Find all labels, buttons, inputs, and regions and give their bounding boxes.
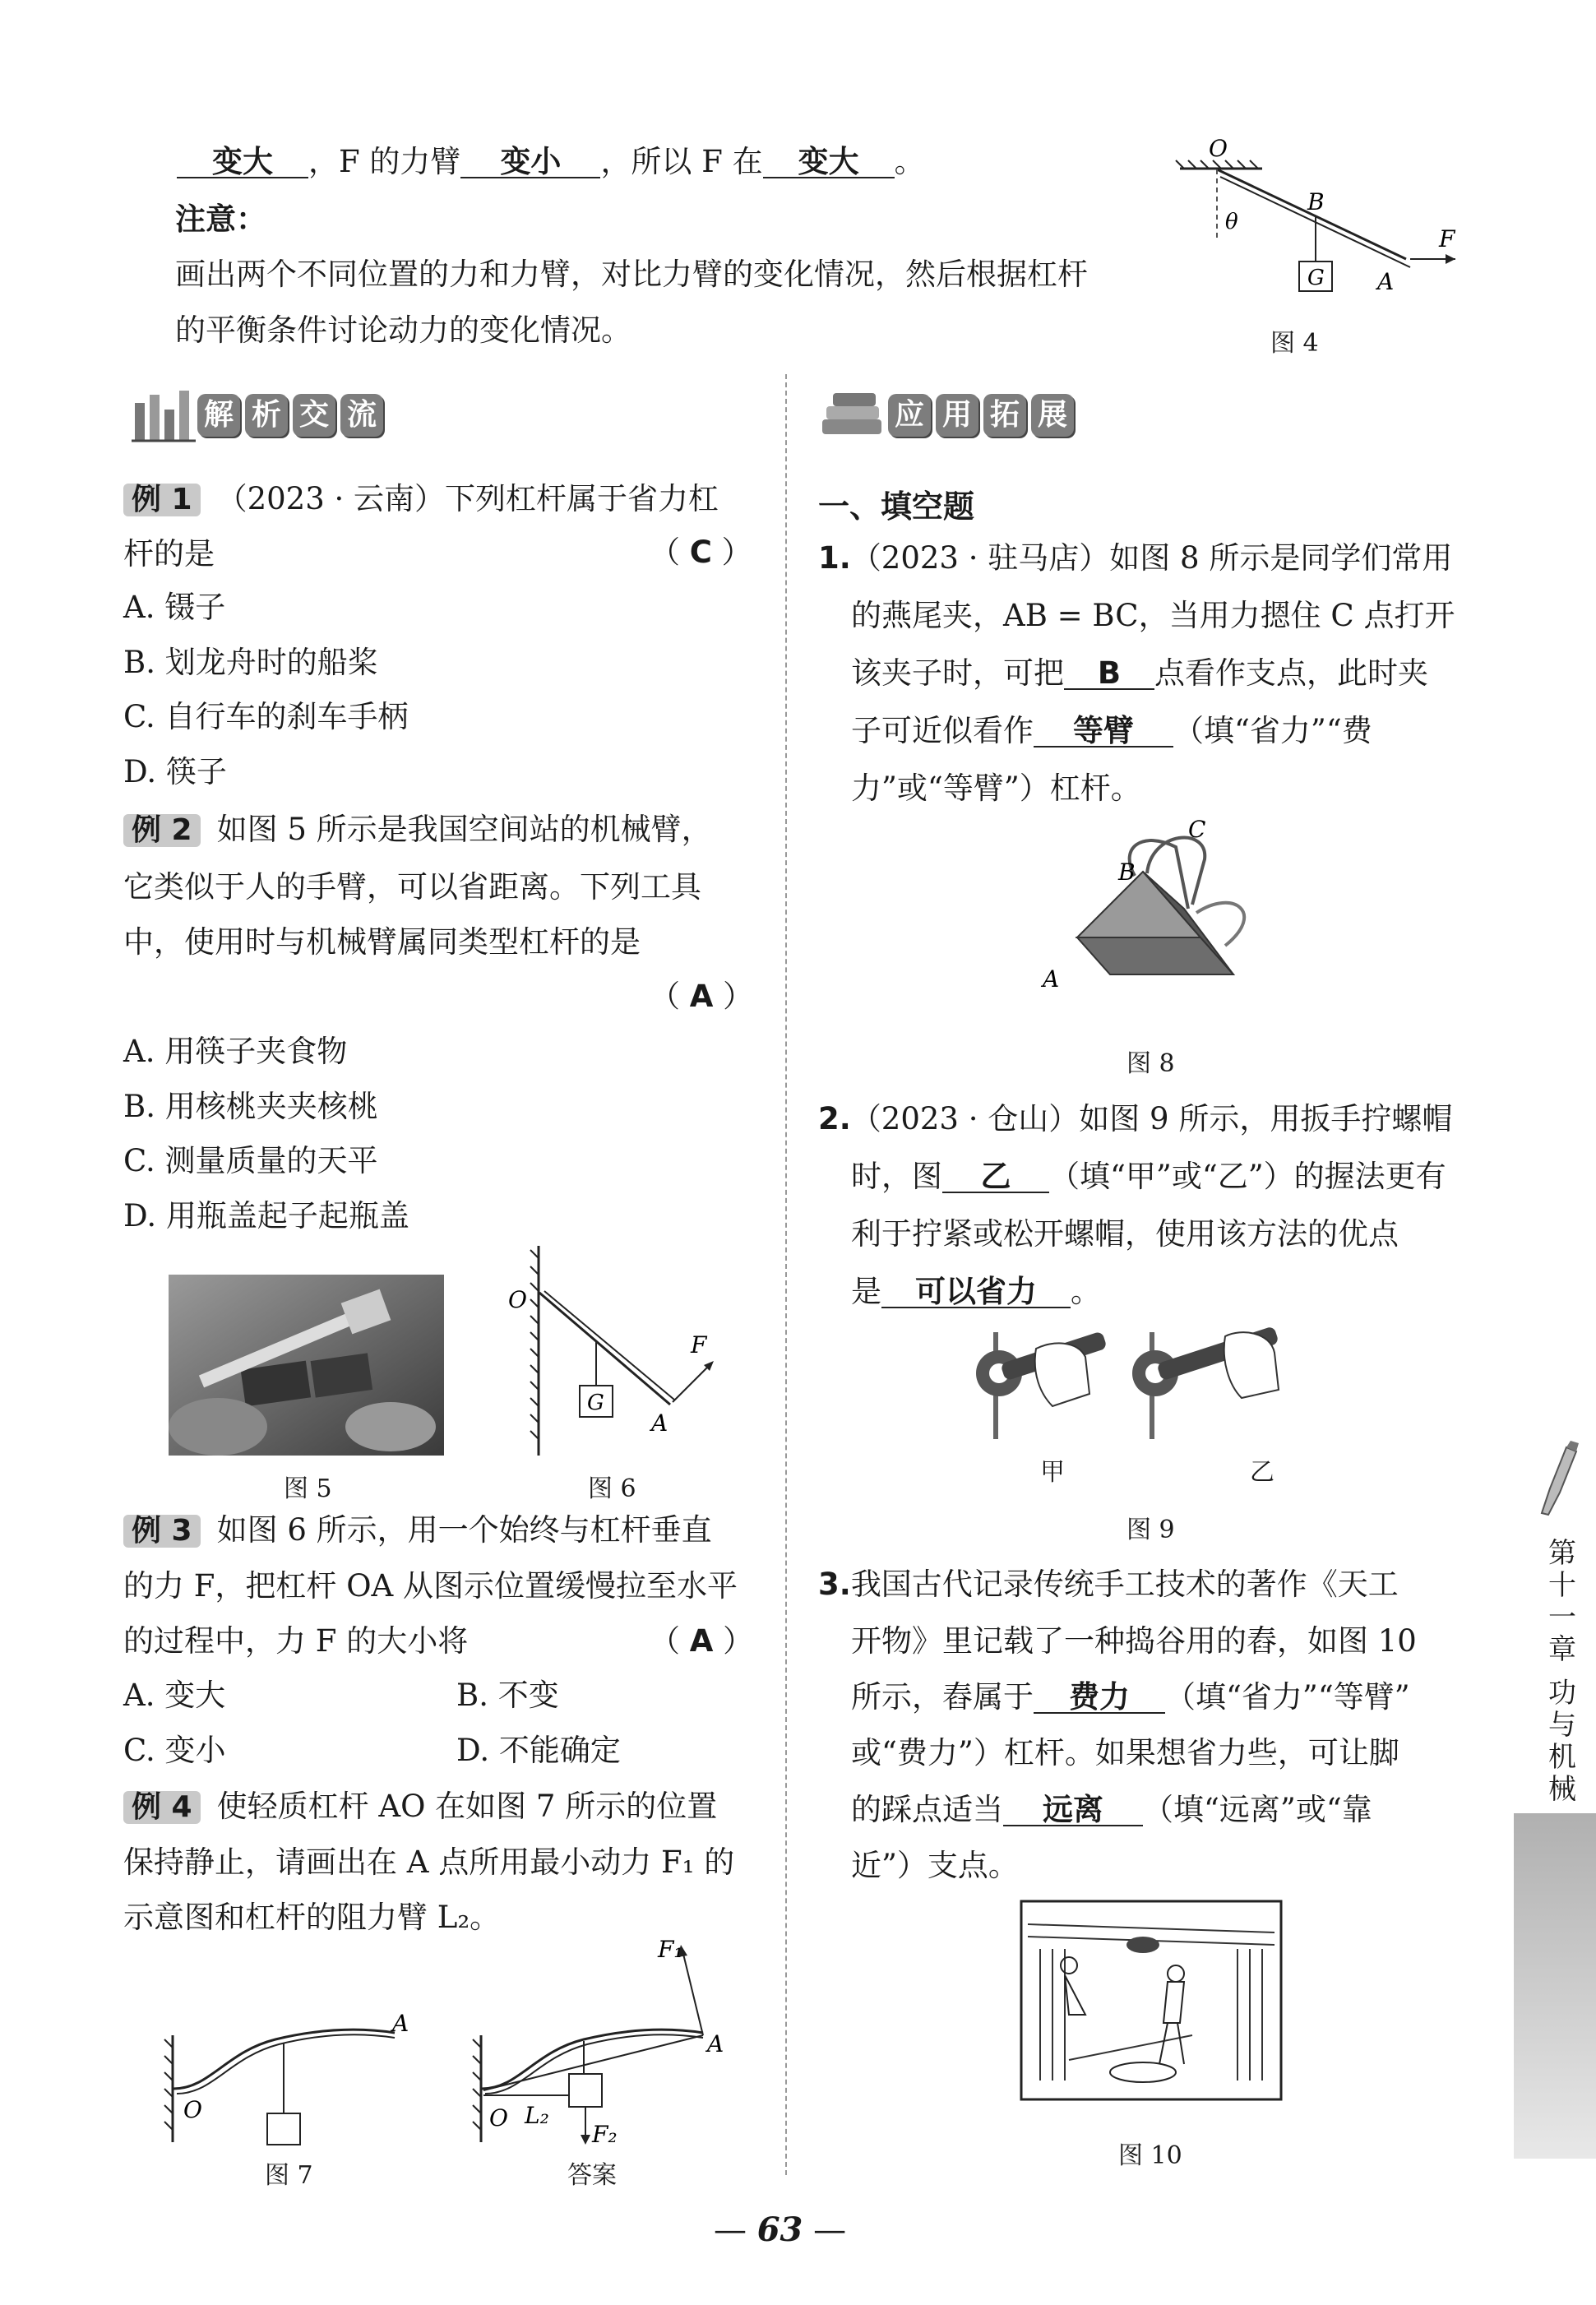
option: A. 用筷子夹食物 [123,1034,348,1069]
question-3-line: 或“费力”）杠杆。如果想省力些，可让脚 [851,1735,1399,1770]
label-g: G [587,1391,604,1415]
question-2-line: 2.（2023 · 仓山）如图 9 所示，用扳手拧螺帽 [818,1101,1453,1136]
wrench-jia [976,1331,1108,1439]
label-f: F [1439,225,1455,252]
example-3-line: 的过程中，力 F 的大小将 [123,1623,469,1659]
example-4-line: 例 4 使轻质杠杆 AO 在如图 7 所示的位置 [123,1791,717,1824]
header-char: 流 [340,394,383,437]
label-b: B [1118,859,1136,886]
figure-caption: 图 6 [588,1474,636,1503]
example-2-line: 中，使用时与机械臂属同类型杠杆的是 [123,924,641,960]
answer-blank: 变大 [177,146,308,178]
wrench-yi [1132,1326,1279,1439]
label-o: O [508,1286,527,1313]
pencil-icon [1534,1439,1583,1521]
label-f1: F₁ [658,1936,683,1963]
section-header-analysis [132,386,388,444]
label-c: C [1188,816,1206,843]
question-1-line: 力”或“等臂”）杠杆。 [851,771,1141,806]
example-label: 例 2 [123,814,201,847]
figure-10 [1020,1900,1283,2101]
answer-blank: 费力 [1034,1682,1165,1714]
example-label: 例 3 [123,1515,201,1548]
question-1-line: 1.（2023 · 驻马店）如图 8 所示是同学们常用 [818,540,1453,576]
question-1-line: 的燕尾夹，AB = BC，当用力摁住 C 点打开 [851,598,1455,633]
example-label: 例 4 [123,1791,201,1824]
option: C. 变小 [123,1733,226,1768]
section-title: 一、填空题 [818,488,975,525]
answer-blank: B [1064,658,1154,690]
example-3-line: 的力 F，把杠杆 OA 从图示位置缓慢拉至水平 [123,1568,738,1604]
question-2-line: 时，图 乙 （填“甲”或“乙”）的握法更有 [851,1159,1446,1194]
figure-7 [160,2006,432,2150]
question-1-line: 该夹子时，可把 B 点看作支点，此时夹 [851,655,1428,691]
label-l2: L₂ [525,2102,549,2129]
answer-paren: （ A ） [650,1623,754,1659]
label-b: B [1307,188,1325,215]
chapter-title: 功与机械 [1548,1677,1576,1807]
figure-caption: 图 7 [265,2161,313,2190]
answer-blank: 变小 [460,146,600,178]
example-2-line: 例 2 如图 5 所示是我国空间站的机械臂， [123,814,712,847]
label-yi: 乙 [1250,1458,1274,1487]
figure-caption: 图 4 [1270,329,1319,358]
question-3-line: 近”）支点。 [851,1848,1019,1883]
question-2-line: 利于拧紧或松开螺帽，使用该方法的优点 [851,1216,1399,1252]
example-4-line: 示意图和杠杆的阻力臂 L₂。 [123,1900,501,1935]
option: B. 用核桃夹夹核桃 [123,1089,378,1124]
figure-caption: 图 9 [1126,1516,1175,1544]
label-f: F [691,1331,707,1358]
example-1-line: 杆的是 [123,536,215,572]
header-char: 析 [245,394,288,437]
note-line: 画出两个不同位置的力和力臂，对比力臂的变化情况，然后根据杠杆 [175,257,1088,292]
chapter-label: 第十一章 [1548,1537,1576,1667]
option: D. 筷子 [123,754,227,789]
figure-caption: 图 10 [1118,2141,1182,2170]
header-char: 应 [888,394,931,437]
label-o: O [1209,135,1228,162]
question-3-line: 3.我国古代记录传统手工技术的著作《天工 [818,1567,1399,1602]
option: C. 自行车的刹车手柄 [123,699,409,734]
top-line1: 变大 ，F 的力臂 变小 ，所以 F 在 变大 。 [177,146,925,178]
header-char: 拓 [983,394,1026,437]
chart-icon [132,386,197,444]
side-tab-bar [1514,1813,1596,2159]
label-o: O [489,2104,508,2131]
question-2-line: 是 可以省力 。 [851,1274,1101,1309]
header-char: 解 [197,394,240,437]
answer-blank: 等臂 [1034,715,1173,748]
option: C. 测量质量的天平 [123,1143,378,1178]
option: B. 不变 [456,1678,559,1713]
answer-paren: （ C ） [650,535,752,570]
question-3-line: 开物》里记载了一种捣谷用的舂，如图 10 [851,1623,1417,1659]
page-number: — 63 — [714,2210,847,2249]
option: B. 划龙舟时的船桨 [123,645,378,680]
label-g: G [1307,266,1325,290]
label-jia: 甲 [1040,1458,1065,1487]
section-header-application [818,386,1079,444]
label-a: A [392,2010,409,2037]
answer-blank: 变大 [763,146,895,178]
question-3-line: 所示，舂属于 费力 （填“省力”“等臂” [851,1679,1410,1715]
figure-6 [502,1242,748,1464]
answer-paren: （ A ） [650,979,754,1014]
label-o: O [183,2096,202,2123]
figure-caption: 图 5 [284,1474,332,1503]
figure-answer [469,1932,740,2155]
answer-blank: 乙 [942,1161,1049,1193]
answer-blank: 远离 [1003,1794,1143,1826]
figure-9 [954,1316,1299,1456]
header-char: 交 [293,394,335,437]
option: A. 变大 [123,1678,226,1713]
question-1-line: 子可近似看作 等臂 （填“省力”“费 [851,713,1372,748]
answer-blank: 可以省力 [881,1276,1071,1308]
figure-caption: 答案 [567,2161,617,2190]
column-divider [785,374,787,2175]
option: D. 用瓶盖起子起瓶盖 [123,1198,409,1233]
label-a: A [707,2030,724,2057]
label-theta: θ [1225,210,1238,234]
label-a: A [1377,268,1395,295]
example-4-line: 保持静止，请画出在 A 点所用最小动力 F₁ 的 [123,1844,735,1880]
question-3-line: 的踩点适当 远离 （填“远离”或“靠 [851,1792,1372,1827]
label-a: A [1043,965,1060,993]
example-label: 例 1 [123,484,201,516]
header-char: 展 [1031,394,1074,437]
figure-5-photo [169,1275,444,1456]
example-3-line: 例 3 如图 6 所示，用一个始终与杠杆垂直 [123,1515,712,1548]
note-label: 注意： [175,201,266,237]
label-f2: F₂ [592,2121,618,2148]
example-1-line: 例 1 （2023 · 云南）下列杠杆属于省力杠 [123,484,719,516]
figure-caption: 图 8 [1126,1049,1175,1078]
figure-8 [1020,814,1283,1020]
option: D. 不能确定 [456,1733,621,1768]
label-a: A [651,1409,668,1437]
option: A. 镊子 [123,590,226,625]
books-icon [818,386,888,444]
header-char: 用 [936,394,978,437]
note-line: 的平衡条件讨论动力的变化情况。 [175,312,631,348]
example-2-line: 它类似于人的手臂，可以省距离。下列工具 [123,869,701,905]
